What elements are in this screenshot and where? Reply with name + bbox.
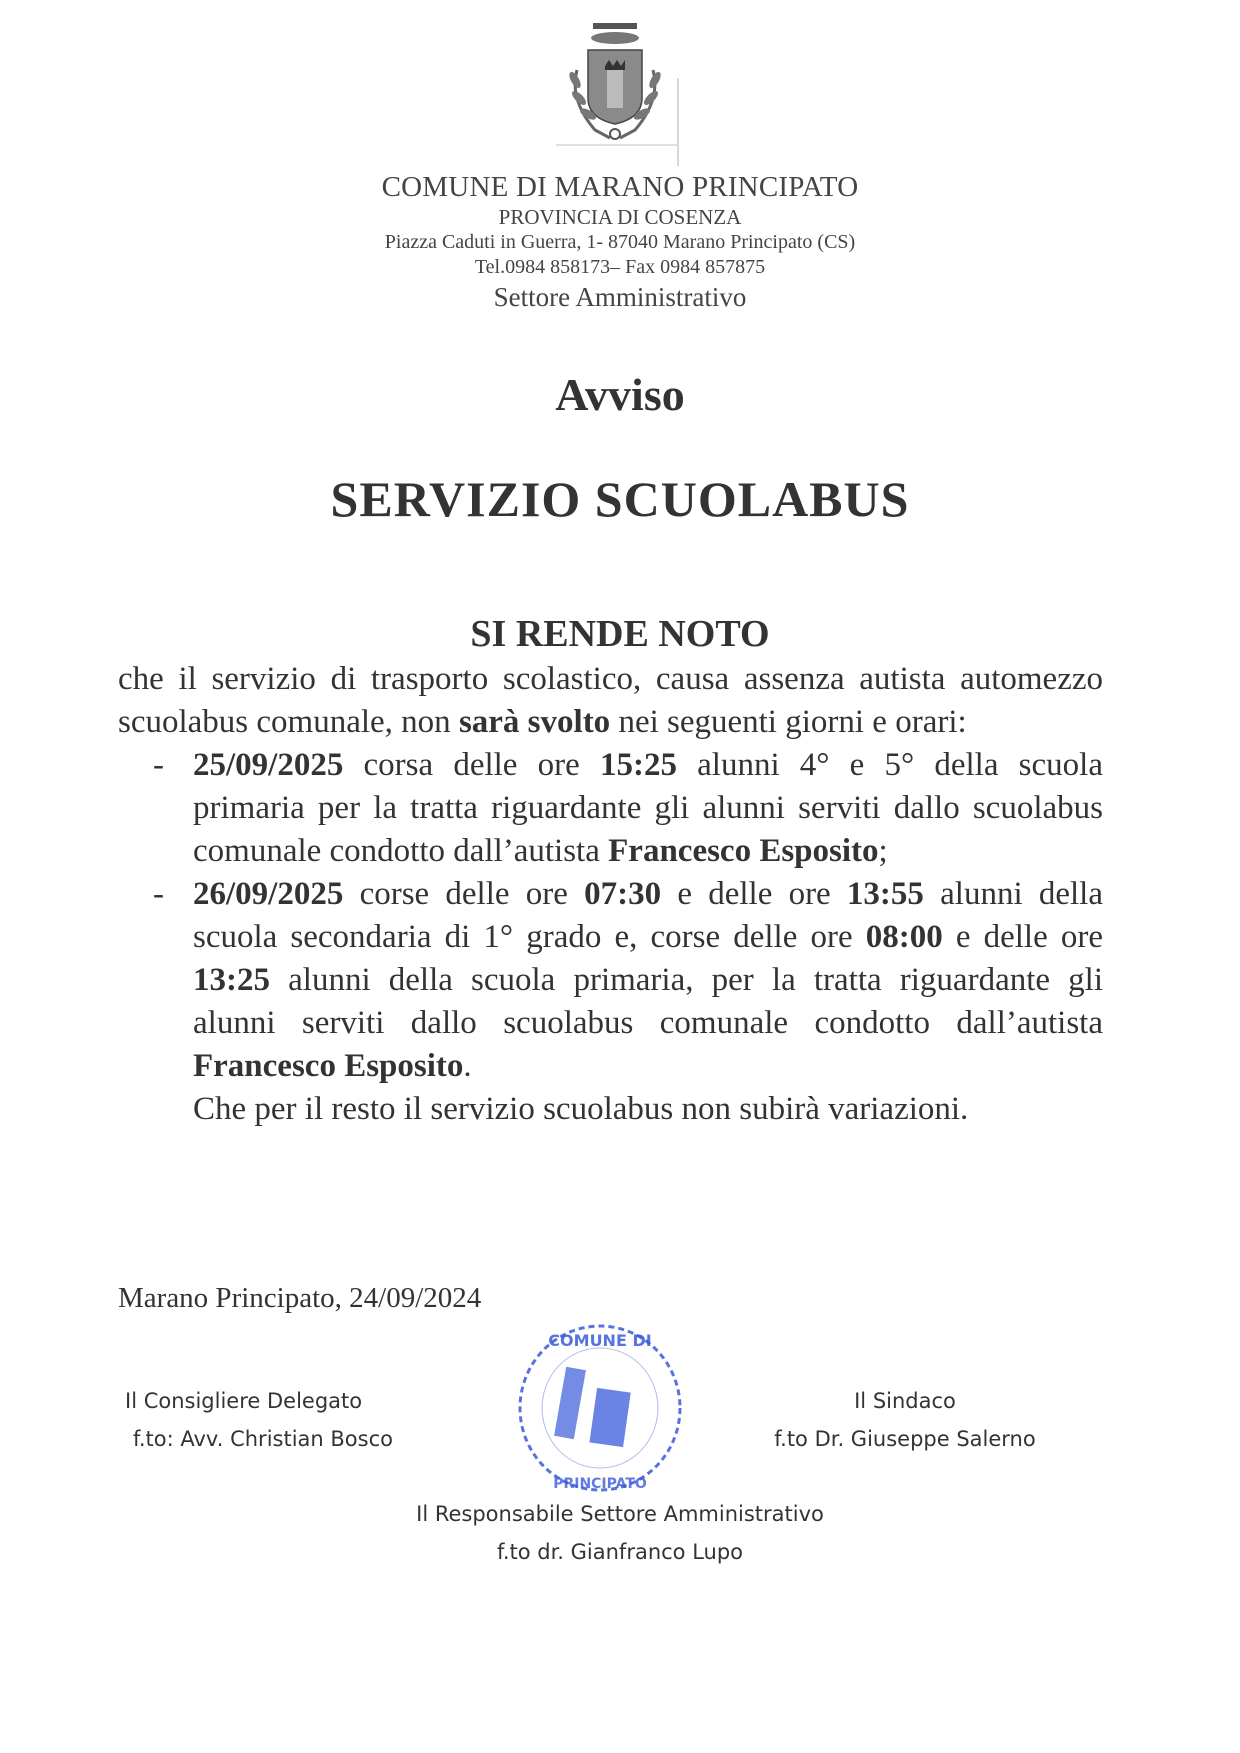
crest-frame-line (677, 78, 679, 166)
official-stamp-icon (505, 1318, 695, 1498)
page-title: SERVIZIO SCUOLABUS (330, 471, 910, 527)
provincia: PROVINCIA DI COSENZA (498, 205, 742, 229)
list-dash: - (153, 747, 164, 783)
schedule-list (118, 744, 1103, 1088)
signer-role: Il Consigliere Delegato (125, 1389, 363, 1413)
closing-sentence: Che per il resto il servizio scuolabus non subirà variazioni. (193, 1091, 969, 1127)
list-item: - 26/09/2025 corse delle ore 07:30 e delle ore 13:55 alunni della scuola secondaria di 1° grado e, corse delle ore 08:00 e delle ore 13:25 alunni della scuola primaria, per la tratta riguardante gli alunni serviti dallo scuolabus comunale condotto dall’autista Francesco Esposito. (118, 873, 1103, 1088)
signer-role: Il Responsabile Settore Amministrativo (416, 1502, 824, 1526)
signer-name: f.to: Avv. Christian Bosco (133, 1427, 393, 1451)
signature-sindaco (760, 1382, 1050, 1458)
title-avviso: Avviso (555, 369, 685, 420)
address: Piazza Caduti in Guerra, 1- 87040 Marano Principato (CS) (384, 231, 856, 253)
comune-name: COMUNE DI MARANO PRINCIPATO (381, 171, 859, 203)
place-date: Marano Principato, 24/09/2024 (118, 1282, 482, 1314)
signer-role: Il Sindaco (854, 1389, 956, 1413)
list-dash: - (153, 876, 164, 912)
coat-of-arms-icon (555, 20, 675, 145)
signer-name: f.to Dr. Giuseppe Salerno (774, 1427, 1036, 1451)
svg-text:PRINCIPATO: PRINCIPATO (553, 1476, 647, 1492)
signer-name: f.to dr. Gianfranco Lupo (496, 1540, 744, 1564)
contacts: Tel.0984 858173– Fax 0984 857875 (474, 256, 766, 278)
signature-responsabile (0, 1495, 1240, 1571)
settore: Settore Amministrativo (493, 282, 747, 312)
svg-text:COMUNE DI: COMUNE DI (548, 1331, 652, 1350)
notice-body (118, 658, 1103, 1131)
crest-frame-line (556, 144, 678, 146)
letterhead (0, 170, 1240, 315)
intro-paragraph: che il servizio di trasporto scolastico, causa assenza autista automezzo scuolabus comunale, non sarà svolto nei seguenti giorni e orari: (118, 661, 1103, 740)
notice-heading: SI RENDE NOTO (470, 613, 770, 655)
signature-consigliere (125, 1382, 393, 1458)
list-item: - 25/09/2025 corsa delle ore 15:25 alunni 4° e 5° della scuola primaria per la tratta riguardante gli alunni serviti dallo scuolabus comunale condotto dall’autista Francesco Esposito; (118, 744, 1103, 873)
